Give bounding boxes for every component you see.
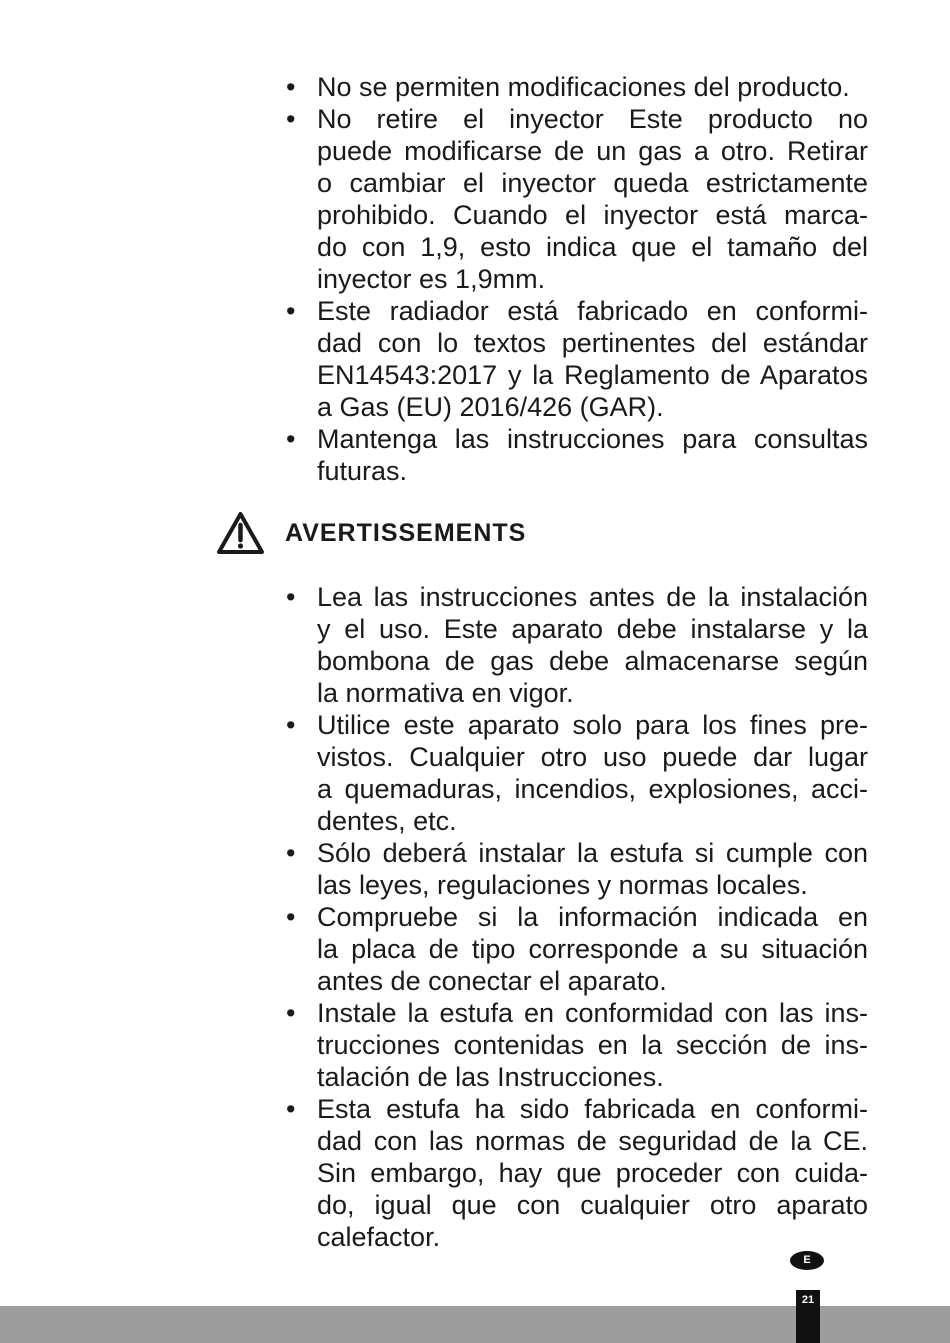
- text-line: Utilice este aparato solo para los fines pre-: [317, 710, 868, 740]
- text-line: EN14543:2017 y la Reglamento de Aparatos: [317, 360, 868, 390]
- list-item: [285, 1093, 868, 1253]
- list-item: [285, 71, 868, 103]
- bullet: •: [286, 902, 296, 932]
- page-number: 21: [801, 1294, 815, 1306]
- bullet: •: [286, 710, 296, 740]
- bullet: •: [286, 838, 296, 868]
- warning-triangle-icon: [216, 511, 265, 555]
- text-line: Compruebe si la información indicada en: [317, 902, 868, 932]
- bullet: •: [286, 998, 296, 1028]
- bullet: •: [286, 72, 296, 102]
- text-line: bombona de gas debe almacenarse según: [317, 646, 868, 676]
- bullet: •: [286, 1094, 296, 1124]
- list-item: [285, 103, 868, 295]
- list-item: [285, 423, 868, 487]
- bullet: •: [286, 582, 296, 612]
- text-line: Este radiador está fabricado en conformi-: [317, 296, 868, 326]
- text-line: dentes, etc.: [317, 806, 457, 836]
- text-line: antes de conectar el aparato.: [317, 966, 667, 996]
- text-line: calefactor.: [317, 1222, 441, 1252]
- text-line: Sin embargo, hay que proceder con cuida-: [317, 1158, 868, 1188]
- text-line: Instale la estufa en conformidad con las ins-: [317, 998, 868, 1028]
- text-line: inyector es 1,9mm.: [317, 264, 546, 294]
- text-line: y el uso. Este aparato debe instalarse y la: [317, 614, 868, 644]
- text-line: vistos. Cualquier otro uso puede dar lugar: [317, 742, 868, 772]
- bullet: •: [286, 104, 296, 134]
- notes-list: [285, 71, 868, 487]
- text-line: dad con las normas de seguridad de la CE.: [317, 1126, 868, 1156]
- list-item: [285, 901, 868, 997]
- bullet: •: [286, 424, 296, 454]
- text-line: a quemaduras, incendios, explosiones, acci-: [317, 774, 868, 804]
- language-badge: E: [790, 1251, 824, 1270]
- warnings-list: [285, 581, 868, 1253]
- text-line: Lea las instrucciones antes de la instalación: [317, 582, 868, 612]
- text-line: dad con lo textos pertinentes del estándar: [317, 328, 868, 358]
- list-item: [285, 295, 868, 423]
- text-line: talación de las Instrucciones.: [317, 1062, 664, 1092]
- text-line: puede modificarse de un gas a otro. Retirar: [317, 136, 868, 166]
- text-line: las leyes, regulaciones y normas locales.: [317, 870, 808, 900]
- text-line: la placa de tipo corresponde a su situación: [317, 934, 868, 964]
- section-heading: AVERTISSEMENTS: [285, 519, 527, 547]
- text-line: Sólo deberá instalar la estufa si cumple con: [317, 838, 868, 868]
- text-line: la normativa en vigor.: [317, 678, 574, 708]
- text-line: do, igual que con cualquier otro aparato: [317, 1190, 868, 1220]
- list-item: [285, 581, 868, 709]
- text-line: do con 1,9, esto indica que el tamaño del: [317, 232, 868, 262]
- text-line: No se permiten modificaciones del producto.: [317, 72, 850, 102]
- text-line: Esta estufa ha sido fabricada en conformi-: [317, 1094, 868, 1124]
- list-item: [285, 709, 868, 837]
- text-line: prohibido. Cuando el inyector está marca-: [317, 200, 868, 230]
- text-line: o cambiar el inyector queda estrictamente: [317, 168, 868, 198]
- text-line: Mantenga las instrucciones para consultas: [317, 424, 868, 454]
- text-line: a Gas (EU) 2016/426 (GAR).: [317, 392, 664, 422]
- text-line: futuras.: [317, 456, 408, 486]
- list-item: [285, 837, 868, 901]
- bullet: •: [286, 296, 296, 326]
- text-line: No retire el inyector Este producto no: [317, 104, 868, 134]
- text-line: trucciones contenidas en la sección de ins-: [317, 1030, 868, 1060]
- list-item: [285, 997, 868, 1093]
